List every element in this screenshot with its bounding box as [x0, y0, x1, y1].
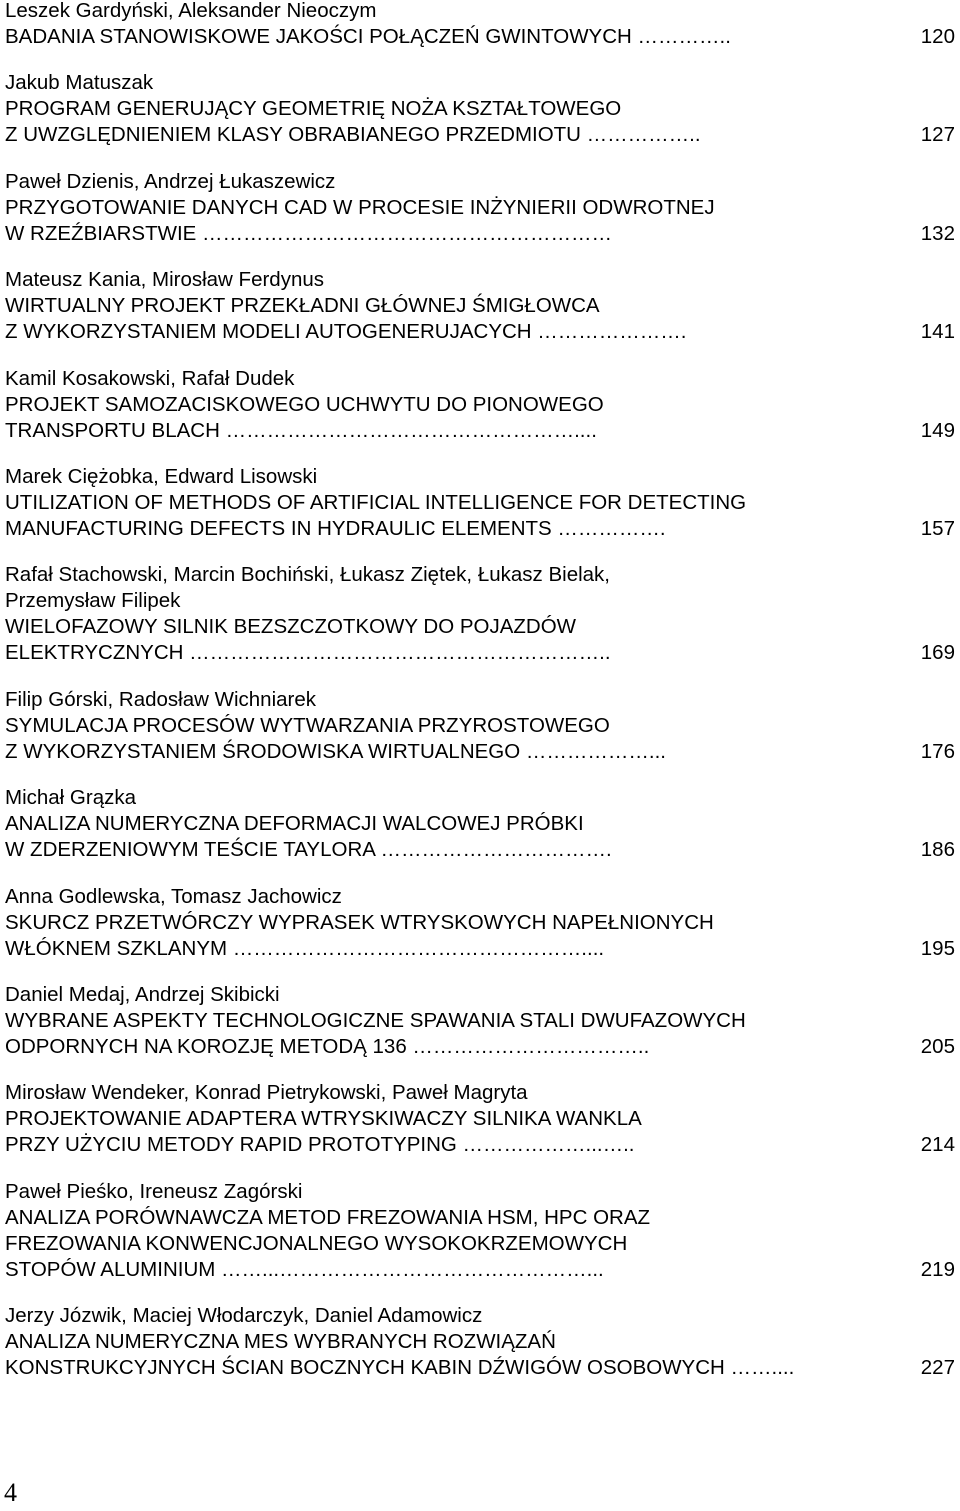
toc-entry — [5, 1303, 955, 1381]
entry-authors: Paweł Pieśko, Ireneusz Zagórski — [5, 1179, 303, 1203]
entry-title-leader: ELEKTRYCZNYCH …………………………………………………….. — [5, 641, 611, 665]
toc-entry — [5, 464, 955, 542]
entry-authors: Anna Godlewska, Tomasz Jachowicz — [5, 884, 342, 908]
entry-last-line — [5, 739, 955, 765]
entry-authors: Michał Grązka — [5, 786, 137, 810]
entry-page-number: 169 — [920, 641, 955, 665]
toc-entry — [5, 785, 955, 863]
entry-title-leader: Z UWZGLĘDNIENIEM KLASY OBRABIANEGO PRZEDMIOTU …………….. — [5, 123, 701, 147]
entry-last-line — [5, 1132, 955, 1158]
entry-authors: Mateusz Kania, Mirosław Ferdynus — [5, 268, 325, 292]
entry-last-line — [5, 221, 955, 247]
entry-title-line: FREZOWANIA KONWENCJONALNEGO WYSOKOKRZEMOWYCH — [5, 1231, 628, 1255]
entry-authors: Jakub Matuszak — [5, 71, 154, 95]
entry-title-line: PROJEKTOWANIE ADAPTERA WTRYSKIWACZY SILNIKA WANKLA — [5, 1107, 642, 1131]
toc-entry — [5, 1179, 955, 1283]
entry-page-number: 195 — [920, 936, 955, 960]
entry-title-leader: STOPÓW ALUMINIUM ……...………………………………………... — [5, 1257, 604, 1281]
entry-last-line — [5, 418, 955, 444]
toc-entry — [5, 884, 955, 962]
toc-entry — [5, 982, 955, 1060]
entry-page-number: 227 — [920, 1356, 955, 1380]
page-number: 4 — [4, 1478, 17, 1507]
entry-title-line: SKURCZ PRZETWÓRCZY WYPRASEK WTRYSKOWYCH NAPEŁNIONYCH — [5, 910, 714, 934]
entry-authors: Paweł Dzienis, Andrzej Łukaszewicz — [5, 169, 336, 193]
entry-last-line — [5, 1034, 955, 1060]
entry-page-number: 157 — [920, 516, 955, 540]
entry-last-line — [5, 122, 955, 148]
entry-page-number: 186 — [920, 838, 955, 862]
entry-title-leader: W RZEŹBIARSTWIE …………………………………………………… — [5, 221, 613, 245]
entry-last-line — [5, 640, 955, 666]
entry-page-number: 127 — [920, 123, 955, 147]
entry-page-number: 214 — [920, 1133, 955, 1157]
toc-entry — [5, 687, 955, 765]
entry-title-leader: KONSTRUKCYJNYCH ŚCIAN BOCZNYCH KABIN DŹWIGÓW OSOBOWYCH …….... — [5, 1356, 795, 1380]
table-of-contents — [5, 0, 955, 1401]
entry-authors: Marek Ciężobka, Edward Lisowski — [5, 464, 318, 488]
entry-title-leader: ODPORNYCH NA KOROZJĘ METODĄ 136 …………………………….. — [5, 1034, 650, 1058]
entry-authors: Daniel Medaj, Andrzej Skibicki — [5, 982, 280, 1006]
entry-title-leader: Z WYKORZYSTANIEM ŚRODOWISKA WIRTUALNEGO ………………... — [5, 739, 666, 763]
entry-page-number: 219 — [920, 1257, 955, 1281]
toc-entry — [5, 1080, 955, 1158]
entry-last-line — [5, 24, 955, 50]
entry-title-leader: PRZY UŻYCIU METODY RAPID PROTOTYPING ………………...….. — [5, 1133, 635, 1157]
entry-last-line — [5, 936, 955, 962]
entry-title-line: SYMULACJA PROCESÓW WYTWARZANIA PRZYROSTOWEGO — [5, 713, 610, 737]
entry-authors: Rafał Stachowski, Marcin Bochiński, Łukasz Ziętek, Łukasz Bielak, — [5, 563, 611, 587]
toc-entry — [5, 169, 955, 247]
entry-title-line: Przemysław Filipek — [5, 589, 181, 613]
entry-authors: Mirosław Wendeker, Konrad Pietrykowski, Paweł Magryta — [5, 1081, 528, 1105]
entry-last-line — [5, 516, 955, 542]
entry-title-line: PROGRAM GENERUJĄCY GEOMETRIĘ NOŻA KSZTAŁTOWEGO — [5, 97, 622, 121]
entry-title-leader: MANUFACTURING DEFECTS IN HYDRAULIC ELEMENTS ……………. — [5, 516, 666, 540]
entry-last-line — [5, 1355, 955, 1381]
entry-title-line: PRZYGOTOWANIE DANYCH CAD W PROCESIE INŻYNIERII ODWROTNEJ — [5, 195, 715, 219]
entry-authors: Filip Górski, Radosław Wichniarek — [5, 687, 317, 711]
entry-title-leader: W ZDERZENIOWYM TEŚCIE TAYLORA ……………………………. — [5, 838, 612, 862]
entry-title-line: WIRTUALNY PROJEKT PRZEKŁADNI GŁÓWNEJ ŚMIGŁOWCA — [5, 294, 600, 318]
toc-entry — [5, 562, 955, 666]
entry-title-line: ANALIZA PORÓWNAWCZA METOD FREZOWANIA HSM, HPC ORAZ — [5, 1205, 651, 1229]
entry-last-line — [5, 319, 955, 345]
toc-entry — [5, 366, 955, 444]
entry-page-number: 132 — [920, 221, 955, 245]
entry-title-line: ANALIZA NUMERYCZNA DEFORMACJI WALCOWEJ PRÓBKI — [5, 812, 584, 836]
entry-title-leader: WŁÓKNEM SZKLANYM …………………………………………….... — [5, 936, 605, 960]
entry-title-leader: TRANSPORTU BLACH …………………………………………….... — [5, 418, 597, 442]
entry-title-leader: BADANIA STANOWISKOWE JAKOŚCI POŁĄCZEŃ GWINTOWYCH ………….. — [5, 25, 731, 48]
entry-page-number: 205 — [920, 1034, 955, 1058]
entry-title-line: WYBRANE ASPEKTY TECHNOLOGICZNE SPAWANIA STALI DWUFAZOWYCH — [5, 1008, 746, 1032]
entry-title-line: ANALIZA NUMERYCZNA MES WYBRANYCH ROZWIĄZAŃ — [5, 1330, 556, 1354]
entry-authors: Kamil Kosakowski, Rafał Dudek — [5, 366, 295, 390]
toc-entry — [5, 267, 955, 345]
toc-entry — [5, 0, 955, 50]
entry-page-number: 120 — [920, 25, 955, 48]
entry-page-number: 176 — [920, 739, 955, 763]
entry-authors: Jerzy Józwik, Maciej Włodarczyk, Daniel Adamowicz — [5, 1304, 483, 1328]
entry-title-line: WIELOFAZOWY SILNIK BEZSZCZOTKOWY DO POJAZDÓW — [5, 615, 577, 639]
entry-authors: Leszek Gardyński, Aleksander Nieoczym — [5, 0, 377, 22]
entry-page-number: 141 — [920, 320, 955, 344]
toc-entry — [5, 70, 955, 148]
entry-title-line: PROJEKT SAMOZACISKOWEGO UCHWYTU DO PIONOWEGO — [5, 392, 604, 416]
entry-title-leader: Z WYKORZYSTANIEM MODELI AUTOGENERUJACYCH …………………. — [5, 320, 687, 344]
entry-title-line: UTILIZATION OF METHODS OF ARTIFICIAL INTELLIGENCE FOR DETECTING — [5, 490, 747, 514]
entry-last-line — [5, 837, 955, 863]
entry-page-number: 149 — [920, 418, 955, 442]
entry-last-line — [5, 1257, 955, 1283]
